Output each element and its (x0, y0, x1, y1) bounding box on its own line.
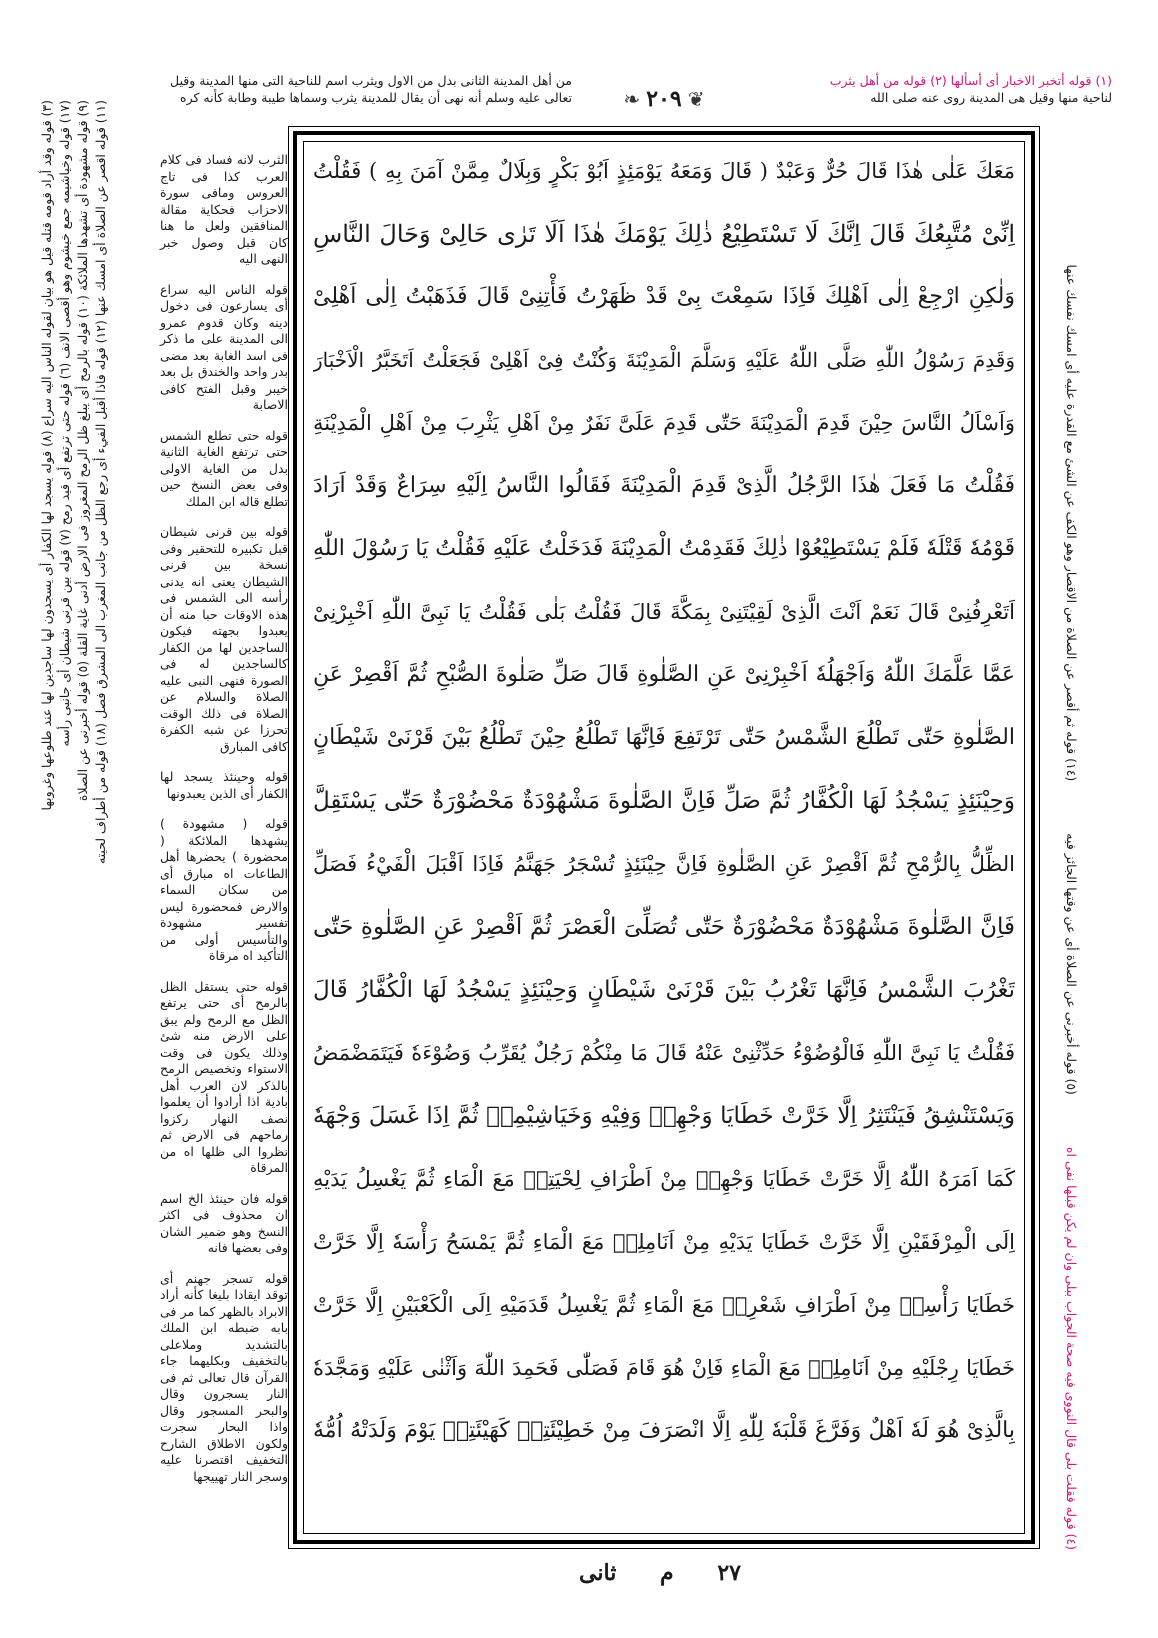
header-right-line-1: (١) قوله أتخبر الاخبار أى أسألها (٢) قوله من أهل يثرب (829, 73, 1112, 88)
page-footer (560, 1560, 760, 1586)
footer-number: ٢٧ (717, 1560, 741, 1586)
main-line: اَتَعْرِفُنِىْ قَالَ نَعَمْ اَنْتَ الَّذِىْ لَقِيْتَنِىْ بِمَكَّةَ قَالَ فَقُلْتُ بَلٰى فَقُلْتُ يَا نَبِىَّ اللّٰهِ اَخْبِرْنِىْ (313, 600, 1015, 624)
main-line: فَقُلْتُ يَا نَبِىَّ اللّٰهِ فَالْوُضُوْءُ حَدِّثْنِىْ عَنْهُ قَالَ مَا مِنْكُمْ رَجُلٌ يُقَرِّبُ وَضُوْءَهٗ فَيَتَمَضْمَضُ (313, 1041, 1015, 1065)
commentary-note: قوله الناس اليه سراع أى يسارعون فى دخول دينه وكان قدوم عمرو الى المدينة على ما ذكر فى اسد الغابة بعد مضى بدر واحد والخندق بل بعد خيبر وقبل الفتح كافى الاصابة (160, 281, 288, 412)
main-line: الصَّلٰوةِ حَتّٰى تَطْلُعَ الشَّمْسُ حَتّٰى تَرْتَفِعَ فَاِنَّهَا تَطْلُعُ حِيْنَ تَطْلُعُ بَيْنَ قَرْنَىْ شَيْطَانٍ (313, 725, 1015, 750)
main-line: وَيَسْتَنْشِقُ فَيَنْتَثِرُ اِلَّا خَرَّتْ خَطَايَا وَجْهِهٖ وَفِيْهِ وَخَيَاشِيْمِهٖ ثُمَّ اِذَا غَسَلَ وَجْهَهٗ (313, 1103, 1015, 1129)
main-line: وَحِيْنَئِذٍ يَسْجُدُ لَهَا الْكُفَّارُ ثُمَّ صَلِّ فَاِنَّ الصَّلٰوةَ مَشْهُوْدَةٌ مَحْضُوْرَةٌ حَتّٰى يَسْتَقِلَّ (313, 788, 1015, 814)
header-right-line-2: لناحية منها وقيل هى المدينة روى عنه صلى الله (870, 90, 1112, 105)
commentary-note: الثرب لانه فساد فى كلام العرب كذا فى تاج العروس ومافى سورة الاحزاب فحكاية مقالة المنافقين ولعل ما هنا كان قبل وصول خبر النهى اليه (160, 152, 288, 266)
main-line: تَغْرُبَ الشَّمْسُ فَاِنَّهَا تَغْرُبُ بَيْنَ قَرْنَىْ شَيْطَانٍ وَحِيْنَئِذٍ يَسْجُدُ لَهَا الْكُفَّارُ قَالَ (313, 977, 1015, 1003)
main-line: كَمَا اَمَرَهُ اللّٰهُ اِلَّا خَرَّتْ خَطَايَا وَجْهِهٖ مِنْ اَطْرَافِ لِحْيَتِهٖ مَعَ الْمَاءِ ثُمَّ يَغْسِلُ يَدَيْهِ (313, 1167, 1015, 1191)
main-line: خَطَايَا رِجْلَيْهِ مِنْ اَنَامِلِهٖ مَعَ الْمَاءِ فَاِنْ هُوَ قَامَ فَصَلّٰى فَحَمِدَ اللّٰهَ وَاَثْنٰى عَلَيْهِ وَمَجَّدَهٗ (313, 1356, 1015, 1380)
right-margin-note: (٥) قوله أخبرنى عن الصلاة أى عن وقتها الجائز فيه (1064, 833, 1079, 1095)
commentary-note: قوله حتى يستقل الظل بالرمح أى حتى يرتفع الظل مع الرمح ولم يبق على الارض منه شئ وذلك يكون فى وقت الاستواء وتخصيص الرمح بالذكر لان العرب أهل بادية اذا أرادوا أن يعلموا نصف النهار ركزوا رماحهم فى الارض ثم نظروا الى ظلها اه من المرقاة (160, 978, 288, 1175)
header-right-note (766, 72, 1112, 106)
main-line: وَلٰكِنِ ارْجِعْ اِلٰى اَهْلِكَ فَاِذَا سَمِعْتَ بِىْ قَدْ ظَهَرْتُ فَأْتِنِىْ قَالَ فَذَهَبْتُ اِلٰى اَهْلِىْ (313, 284, 1015, 309)
main-line: اِلَى الْمِرْفَقَيْنِ اِلَّا خَرَّتْ خَطَايَا يَدَيْهِ مِنْ اَنَامِلِهٖ مَعَ الْمَاءِ ثُمَّ يَمْسَحُ رَأْسَهٗ اِلَّا خَرَّتْ (313, 1230, 1015, 1254)
ornament-icon: ❦ (687, 87, 705, 111)
header-left-line-1: من أهل المدينة الثانى بدل من الاول ويثرب اسم للناحية التى منها المدينة وقيل (170, 73, 572, 88)
page-number: ٢٠٩ (646, 86, 682, 112)
right-margin-note: (٤) قوله فقلت بلى قال النووى فيه صحة الجواب ببلى وان لم يكن قبلها نفى اه (1064, 1146, 1079, 1550)
commentary-note: قوله وحينئذ يسجد لها الكفار أى الذين يعبدونها (160, 769, 288, 801)
main-line: اِنِّىْ مُتَّبِعُكَ قَالَ اِنَّكَ لَا تَسْتَطِيْعُ ذٰلِكَ يَوْمَكَ هٰذَا اَلَا تَرٰى حَالِىْ وَحَالَ النَّاسِ (313, 220, 1015, 248)
commentary-note: قوله فان حينئذ الخ اسم ان محذوف فى اكثر النسخ وهو ضمير الشان وفى بعضها فانه (160, 1190, 288, 1255)
left-margin-line: (٩) قوله مشهودة أى تشهدها الملائكة (١٠) قوله بالرمح أى يبلغ ظل الرمح المغروز فى الارض أدنى غاية القلة (٥) قوله أخبرنى عن الصلاة (75, 100, 90, 802)
main-line: وَقَدِمَ رَسُوْلُ اللّٰهِ صَلَّى اللّٰهُ عَلَيْهِ وَسَلَّمَ الْمَدِيْنَةَ وَكُنْتُ فِىْ اَهْلِىْ فَجَعَلْتُ اَتَخَبَّرُ الْاَخْبَارَ (313, 348, 1015, 372)
commentary-column (160, 152, 288, 1499)
main-line: قَوْمُهٗ قَتْلَهٗ فَلَمْ يَسْتَطِيْعُوْا ذٰلِكَ فَقَدِمْتُ الْمَدِيْنَةَ فَدَخَلْتُ عَلَيْهِ فَقُلْتُ يَا رَسُوْلَ اللّٰهِ (313, 536, 1015, 561)
page-number-ornament (606, 82, 722, 116)
main-line: خَطَايَا رَأْسِهٖ مِنْ اَطْرَافِ شَعْرِهٖ مَعَ الْمَاءِ ثُمَّ يَغْسِلُ قَدَمَيْهِ اِلَى الْكَعْبَيْنِ اِلَّا خَرَّتْ (313, 1293, 1015, 1317)
commentary-note: قوله تسجر جهنم أى توقد ايقادا بليغا كأنه أراد الابراد بالظهر كما مر فى بابه ضبطه ابن الملك بالتشديد وملاعلى بالتخفيف وبكليهما جاء القرآن قال تعالى ثم فى النار يسجرون وقال والبحر المسجور وقال واذا البحار سجرت ولكون الاطلاق الشارح التخفيف اقتصرنا عليه وسجر النار تهييجها (160, 1270, 288, 1484)
main-line: فَقُلْتُ مَا فَعَلَ هٰذَا الرَّجُلُ الَّذِىْ قَدِمَ الْمَدِيْنَةَ فَقَالُوا النَّاسُ اِلَيْهِ سِرَاعٌ وَقَدْ اَرَادَ (313, 473, 1015, 498)
left-margin-notes (38, 100, 148, 1530)
ornament-icon: ❧ (623, 87, 641, 111)
main-line: بِالَّذِىْ هُوَ لَهٗ اَهْلٌ وَفَرَّغَ قَلْبَهٗ لِلّٰهِ اِلَّا انْصَرَفَ مِنْ خَطِيْئَتِهٖ كَهَيْئَتِهٖ يَوْمَ وَلَدَتْهُ اُمُّهٗ (313, 1418, 1015, 1443)
right-margin-note: (١٤) قوله ثم أقصر عن الصلاة من الاقصار وهو الكف عن الشئ مع القدرة عليه أى امسك نفسك عنها (1064, 264, 1079, 782)
footer-letter: م (660, 1560, 674, 1586)
left-margin-line: (١٧) قوله وخياشيمه جمع خيشوم وهو أقصى الانف (٦) قوله حتى ترتفع أى قيد رمح (٧) قوله بين قرنى شيطان أى جانبى رأسه (57, 100, 72, 747)
commentary-note: قوله حتى تطلع الشمس حتى ترتفع الغاية الثانية بدل من الغاية الاولى وفى بعض النسخ حين تطلع قاله ابن الملك (160, 427, 288, 509)
header-left-line-2: تعالى عليه وسلم أنه نهى أن يقال للمدينة يثرب وسماها طيبة وطابة كأنه كره (180, 90, 572, 105)
commentary-note: قوله بين قرنى شيطان قبل تكبيره للتحقير وفى نسخة بين قرنى الشيطان يعنى انه يدنى رأسه الى الشمس فى هذه الاوقات حبا منه أن يعبدوا بجهته فيكون الساجدين لها من الكفار كالساجدين له فى الصورة فنهى النبى عليه الصلاة والسلام عن الصلاة فى ذلك الوقت تحرزا عن شبه الكفرة كافى المبارق (160, 524, 288, 754)
main-line: الظِّلُّ بِالرُّمْحِ ثُمَّ اَقْصِرْ عَنِ الصَّلٰوةِ فَاِنَّ حِيْنَئِذٍ تُسْجَرُ جَهَنَّمُ فَاِذَا اَقْبَلَ الْفَيْءُ فَصَلِّ (313, 852, 1015, 876)
left-margin-line: (٣) قوله وقد أراد قومه قتله قيل هو بيان لقوله الناس اليه سراع (٨) قوله يسجد لها الكفار أى يسجدون لها ساجدين لها عند طلوعها وغروبها (39, 100, 54, 811)
right-margin-notes (1040, 170, 1080, 1550)
footer-word: ثانى (579, 1560, 617, 1586)
left-margin-line: (١١) قوله اقصر عن الصلاة أى امسك عنها (١٢) قوله فاذا أقبل الفيء أى رجع الظل من جانب المغرب الى المشرق فصل (١٨) قوله من أطراف لحيته (93, 100, 108, 865)
header-left-note (116, 72, 572, 106)
main-line: مَعَكَ عَلٰى هٰذَا قَالَ حُرٌّ وَعَبْدٌ ( قَالَ وَمَعَهُ يَوْمَئِذٍ اَبُوْ بَكْرٍ وَبِلَالٌ مِمَّنْ آمَنَ بِهِ ) فَقُلْتُ (313, 159, 1015, 183)
main-line: وَاَسْاَلُ النَّاسَ حِيْنَ قَدِمَ الْمَدِيْنَةَ حَتّٰى قَدِمَ عَلَىَّ نَفَرٌ مِنْ اَهْلِ يَثْرِبَ مِنْ اَهْلِ الْمَدِيْنَةِ (313, 411, 1015, 435)
main-line: عَمَّا عَلَّمَكَ اللّٰهُ وَاَجْهَلُهٗ اَخْبِرْنِىْ عَنِ الصَّلٰوةِ قَالَ صَلِّ صَلٰوةَ الصُّبْحِ ثُمَّ اَقْصِرْ عَنِ (313, 662, 1015, 687)
main-line: فَاِنَّ الصَّلٰوةَ مَشْهُوْدَةٌ مَحْضُوْرَةٌ حَتّٰى تُصَلِّىَ الْعَصْرَ ثُمَّ اَقْصِرْ عَنِ الصَّلٰوةِ حَتّٰى (313, 914, 1015, 940)
commentary-note: قوله ( مشهودة ) يشهدها الملائكة ( محضورة ) يحضرها أهل الطاعات اه مبارق أى من سكان السماء والارض فمحضورة ليس تفسير مشهودة والتأسيس أولى من التأكيد اه مرقاة (160, 816, 288, 963)
